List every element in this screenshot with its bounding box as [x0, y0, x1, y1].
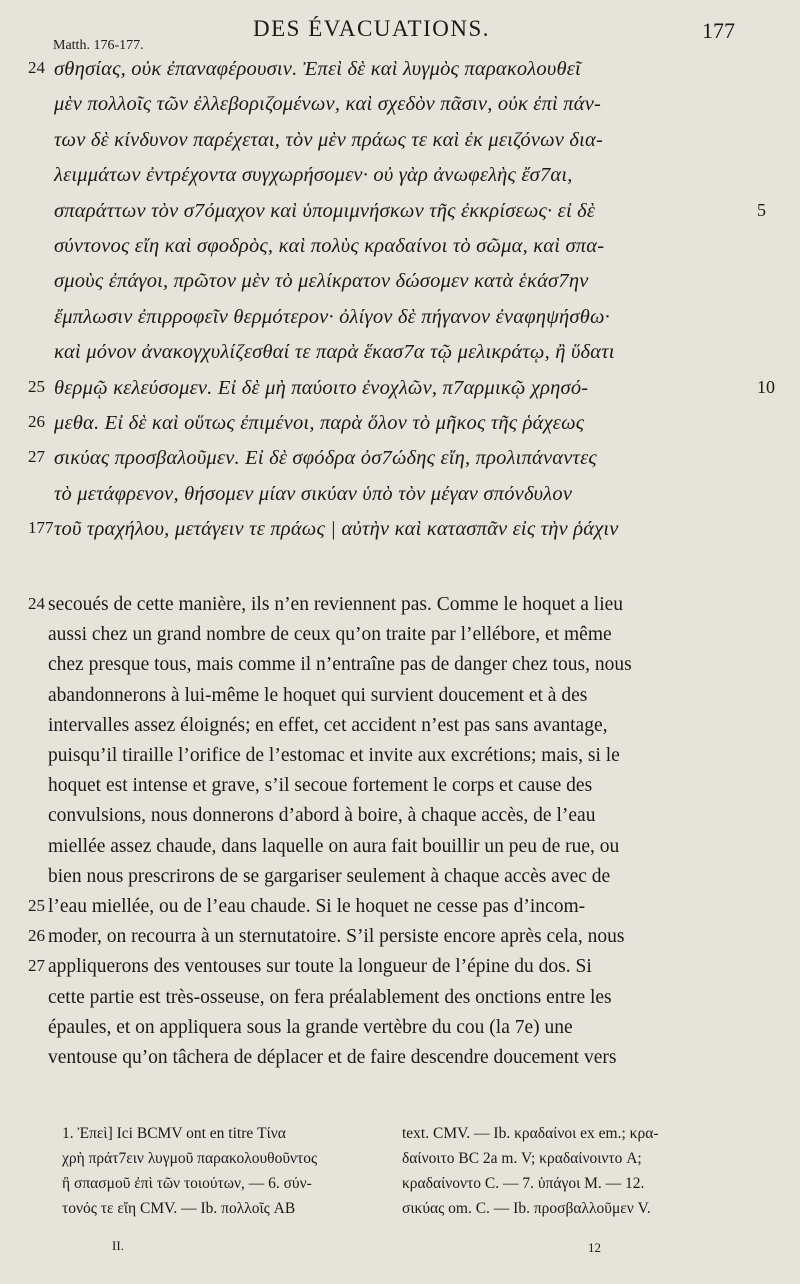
greek-line-text: σικύας προσβαλοῦμεν. Εἰ δὲ σφόδρα ὀσ7ώδης εἴη, προλιπάναντες	[54, 447, 597, 470]
greek-line	[0, 129, 800, 159]
line-number: 10	[757, 376, 775, 397]
footnote-line: 1. Ἐπεὶ] Ici BCMV ont en titre Τίνα	[62, 1125, 286, 1142]
chapter-number: 25	[28, 376, 45, 396]
greek-line-text: σπαράττων τὸν σ7όμαχον καὶ ὑπομιμνήσκων τῆς ἐκκρίσεως· εἰ δὲ	[54, 199, 596, 222]
french-line-text: puisqu’il tiraille l’orifice de l’estomac et invite aux excrétions; mais, si le	[48, 745, 620, 766]
french-line	[0, 594, 800, 622]
greek-line	[0, 93, 800, 123]
greek-line	[0, 58, 800, 88]
french-line-text: épaules, et on appliquera sous la grande vertèbre du cou (la 7e) une	[48, 1016, 573, 1038]
greek-line	[0, 235, 800, 265]
footnote-line: τονός τε εἴη CMV. — Ib. πολλοῖς AB	[62, 1200, 296, 1217]
chapter-number: 177	[28, 518, 54, 538]
french-line-text: l’eau miellée, ou de l’eau chaude. Si le hoquet ne cesse pas d’incom-	[48, 896, 586, 917]
french-line	[0, 866, 800, 894]
line-number: 5	[757, 199, 766, 220]
french-line-text: bien nous prescrirons de se gargariser seulement à chaque accès avec de	[48, 865, 611, 887]
footnote-line: σικύας om. C. — Ib. προσβαλλοῦμεν V.	[402, 1200, 651, 1217]
source-reference: Matth. 176-177.	[53, 38, 144, 53]
french-line	[0, 624, 800, 652]
greek-line-text: ἔμπλωσιν ἐπιρροφεῖν θερμότερον· ὀλίγον δὲ πήγανον ἐναφηψήσθω·	[54, 305, 611, 328]
signature-mark-left: II.	[112, 1238, 124, 1253]
french-line	[0, 775, 800, 803]
signature-mark-right: 12	[588, 1240, 601, 1255]
french-line-text: abandonnerons à lui-même le hoquet qui survient doucement et à des	[48, 684, 588, 706]
chapter-number: 26	[28, 412, 45, 431]
greek-line	[0, 447, 800, 477]
chapter-number: 27	[28, 447, 45, 467]
french-line-text: cette partie est très-osseuse, on fera préalablement des onctions entre les	[48, 986, 612, 1008]
french-line	[0, 1017, 800, 1045]
footnote-line: χρὴ πράτ7ειν λυγμοῦ παρακολουθοῦντος	[62, 1150, 318, 1167]
french-line	[0, 745, 800, 773]
french-line-text: convulsions, nous donnerons d’abord à boire, à chaque accès, de l’eau	[48, 805, 596, 827]
greek-line	[0, 518, 800, 548]
french-line	[0, 987, 800, 1015]
chapter-number: 24	[28, 58, 45, 77]
french-line-text: ventouse qu’on tâchera de déplacer et de faire descendre doucement vers	[48, 1047, 617, 1068]
greek-line-text: καὶ μόνον ἀνακογχυλίζεσθαί τε παρὰ ἕκασ7α τῷ μελικράτῳ, ἢ ὕδατι	[54, 341, 615, 364]
footnote-line: text. CMV. — Ib. κραδαίνοι ex em.; κρα-	[402, 1125, 659, 1142]
greek-line	[0, 483, 800, 513]
french-line-text: chez presque tous, mais comme il n’entraîne pas de danger chez tous, nous	[48, 654, 632, 676]
french-line-text: intervalles assez éloignés; en effet, cet accident n’est pas sans avantage,	[48, 714, 608, 736]
french-line	[0, 805, 800, 833]
french-line	[0, 1047, 800, 1075]
page-number: 177	[702, 18, 735, 43]
french-line	[0, 896, 800, 924]
greek-line-text: σμοὺς ἐπάγοι, πρῶτον μὲν τὸ μελίκρατον δώσομεν κατὰ ἑκάσ7ην	[54, 270, 589, 293]
french-line	[0, 836, 800, 864]
french-line	[0, 926, 800, 954]
chapter-number: 25	[28, 896, 45, 915]
french-line	[0, 654, 800, 682]
page-header	[0, 14, 800, 54]
greek-line	[0, 412, 800, 442]
chapter-number: 27	[28, 956, 45, 976]
greek-line	[0, 200, 800, 230]
greek-line-text: σύντονος εἴη καὶ σφοδρὸς, καὶ πολὺς κραδαίνοι τὸ σῶμα, καὶ σπα-	[54, 235, 605, 257]
greek-line	[0, 270, 800, 300]
french-line-text: appliquerons des ventouses sur toute la longueur de l’épine du dos. Si	[48, 956, 592, 978]
greek-line	[0, 164, 800, 194]
running-title: DES ÉVACUATIONS.	[253, 16, 490, 41]
greek-line-text: σθησίας, οὐκ ἐπαναφέρουσιν. Ἐπεὶ δὲ καὶ λυγμὸς παρακολουθεῖ	[54, 58, 581, 80]
footnote-line: κραδαίνοντο C. — 7. ὑπάγοι M. — 12.	[402, 1175, 645, 1192]
french-line-text: secoués de cette manière, ils n’en reviennent pas. Comme le hoquet a lieu	[48, 594, 624, 615]
french-line-text: miellée assez chaude, dans laquelle on aura fait bouillir un peu de rue, ou	[48, 835, 620, 857]
footnote-line: ἢ σπασμοῦ ἐπὶ τῶν τοιούτων, — 6. σύν-	[62, 1175, 312, 1192]
greek-line	[0, 306, 800, 336]
greek-line	[0, 377, 800, 407]
french-line-text: hoquet est intense et grave, s’il secoue fortement le corps et cause des	[48, 775, 593, 797]
greek-line-text: τοῦ τραχήλου, μετάγειν τε πράως | αὐτὴν καὶ κατασπᾶν εἰς τὴν ῥάχιν	[54, 518, 619, 541]
footnote-line: δαίνοιτο BC 2a m. V; κραδαίνοιντο A;	[402, 1150, 642, 1167]
greek-line-text: λειμμάτων ἐντρέχοντα συγχωρήσομεν· οὐ γὰρ ἀνωφελὴς ἔσ7αι,	[54, 164, 573, 187]
greek-line-text: τὸ μετάφρενον, θήσομεν μίαν σικύαν ὑπὸ τὸν μέγαν σπόνδυλον	[54, 482, 573, 505]
french-line	[0, 715, 800, 743]
greek-line-text: μεθα. Εἰ δὲ καὶ οὕτως ἐπιμένοι, παρὰ ὅλον τὸ μῆκος τῆς ῥάχεως	[54, 412, 585, 434]
greek-line-text: θερμῷ κελεύσομεν. Εἰ δὲ μὴ παύοιτο ἐνοχλῶν, π7αρμικῷ χρησό-	[54, 376, 589, 399]
greek-line-text: των δὲ κίνδυνον παρέχεται, τὸν μὲν πράως τε καὶ ἐκ μειζόνων δια-	[54, 128, 604, 151]
greek-line	[0, 341, 800, 371]
chapter-number: 24	[28, 594, 45, 613]
greek-line-text: μὲν πολλοῖς τῶν ἐλλεβοριζομένων, καὶ σχεδὸν πᾶσιν, οὐκ ἐπὶ πάν-	[54, 93, 602, 116]
french-line-text: aussi chez un grand nombre de ceux qu’on traite par l’ellébore, et même	[48, 624, 612, 646]
french-line	[0, 685, 800, 713]
french-line	[0, 956, 800, 984]
french-line-text: moder, on recourra à un sternutatoire. S’il persiste encore après cela, nous	[48, 926, 625, 948]
chapter-number: 26	[28, 926, 45, 946]
